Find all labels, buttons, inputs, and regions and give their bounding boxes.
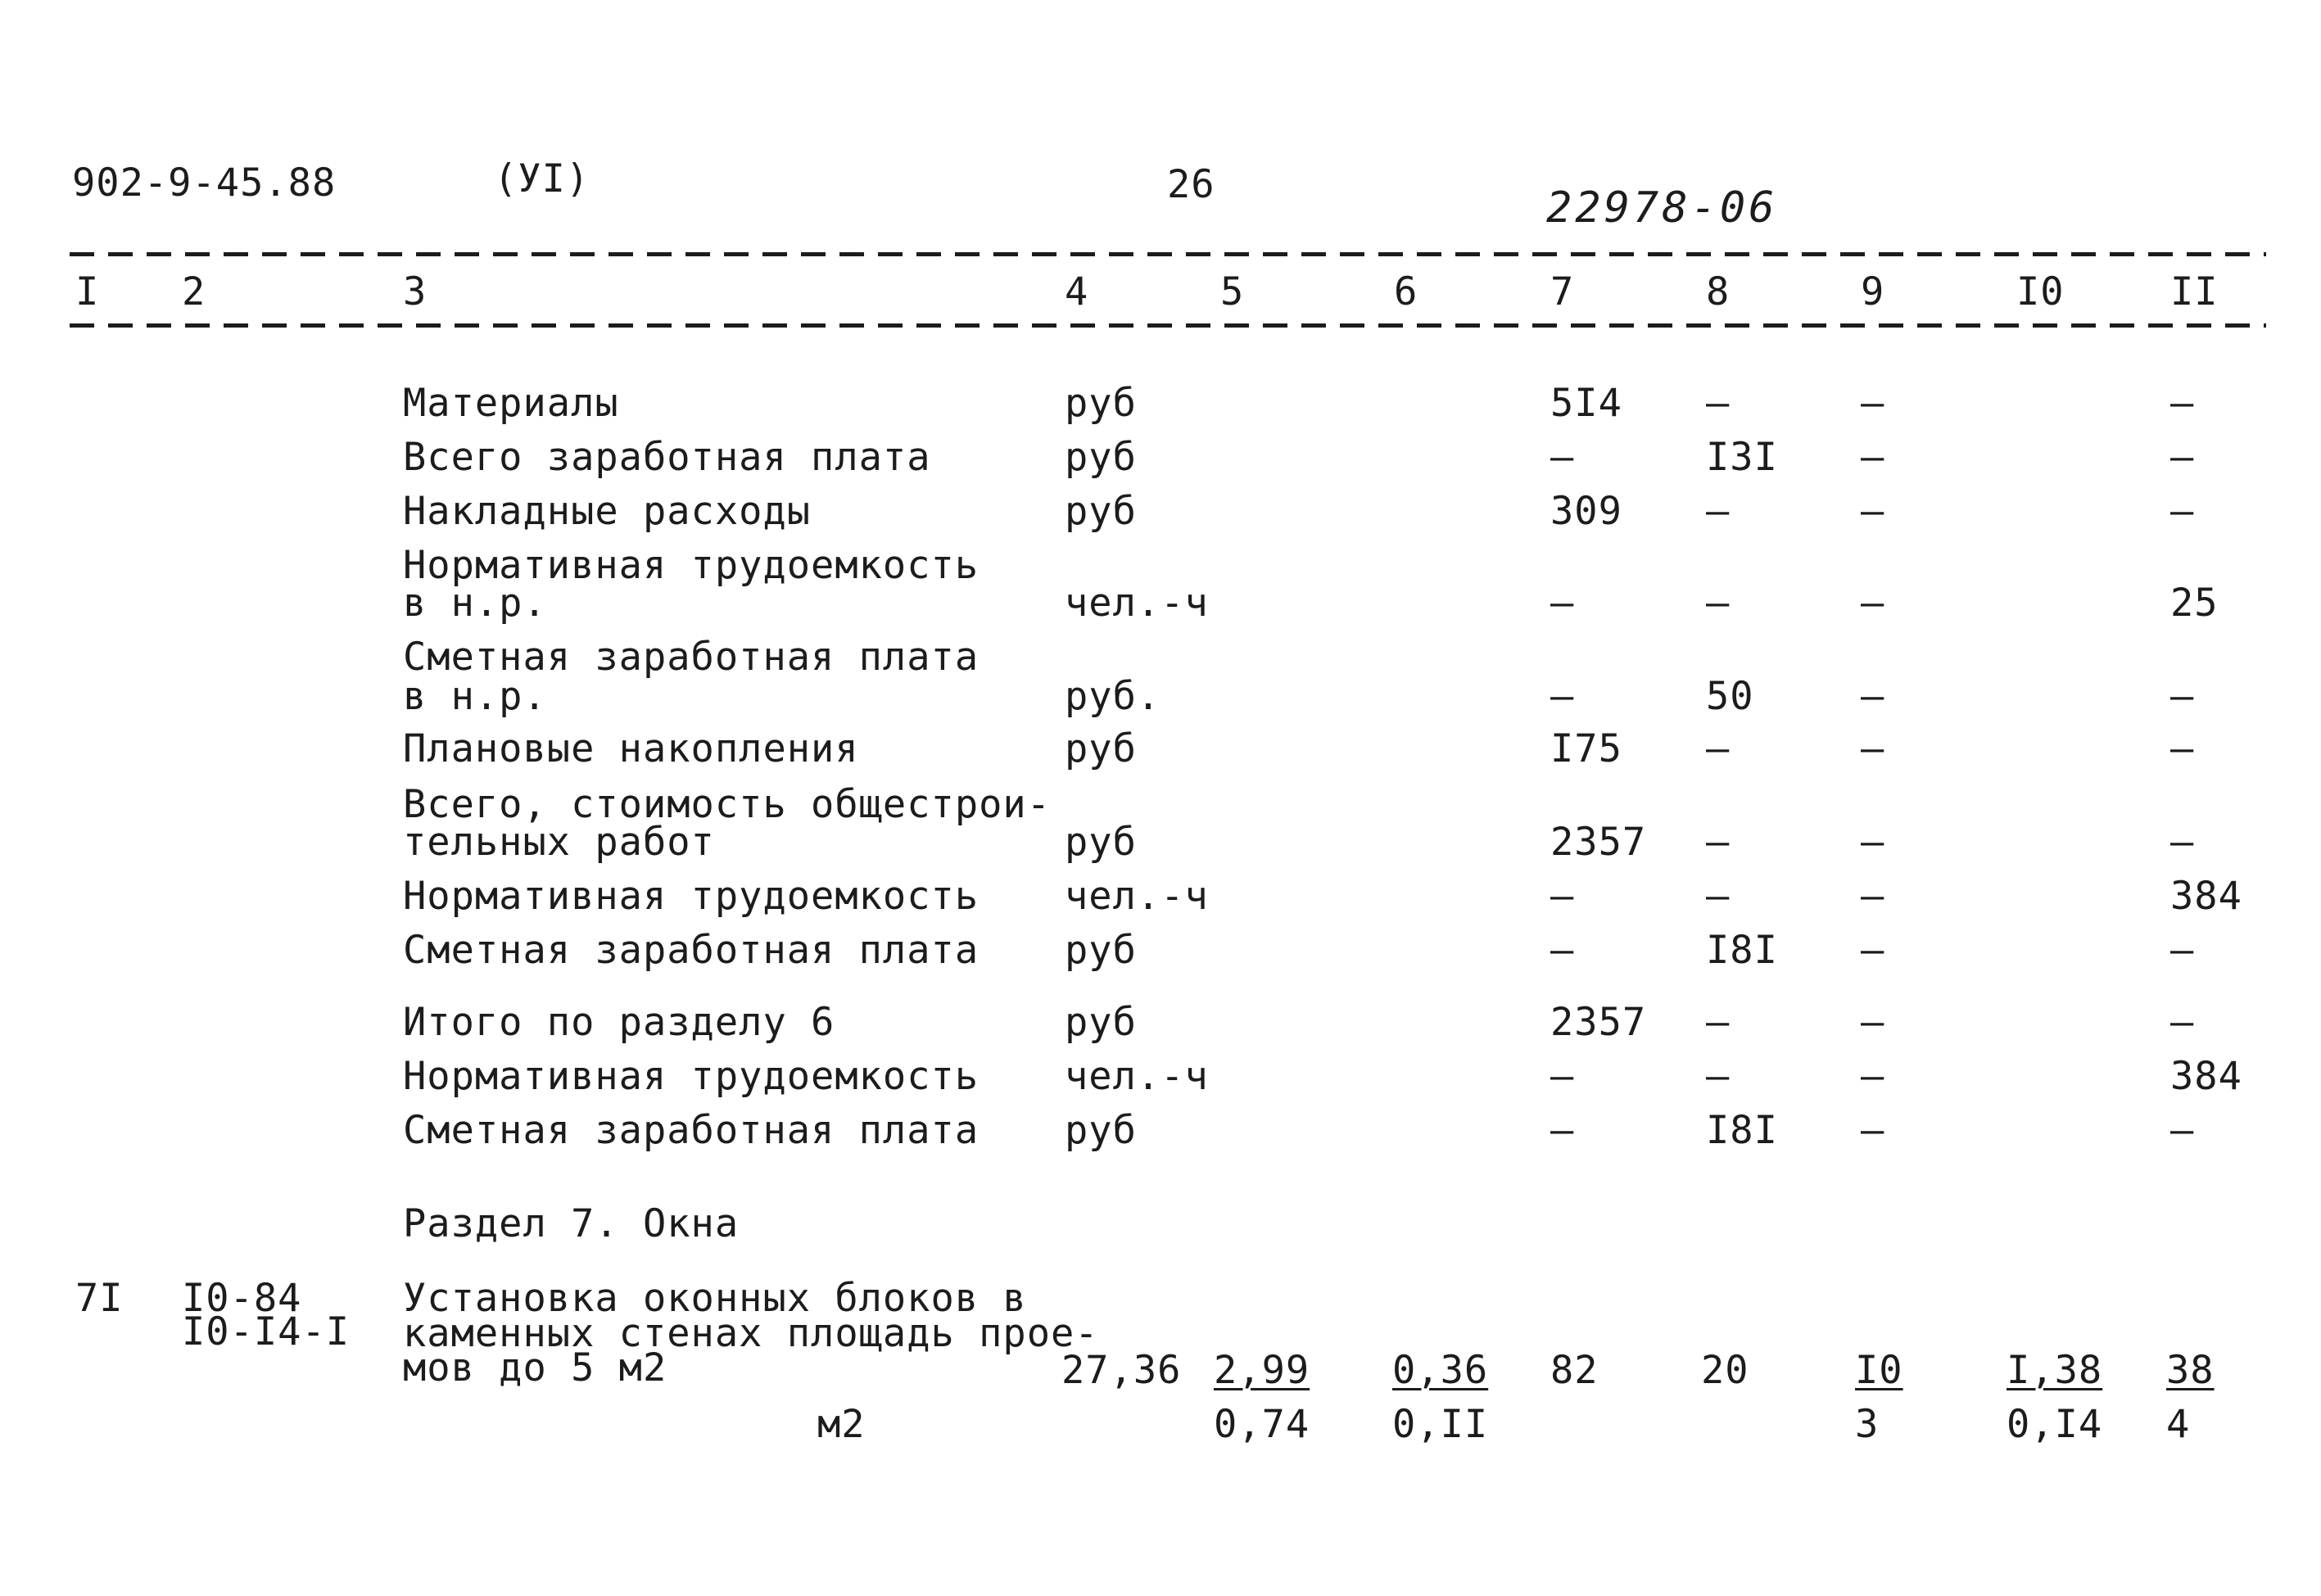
cell-col7: 82	[1550, 1348, 1599, 1393]
header-rule-bottom	[70, 323, 2266, 328]
cell-col11: 25	[2170, 581, 2219, 626]
cell-col8: –	[1706, 820, 1731, 865]
column-header: 6	[1394, 269, 1418, 314]
cell-col6-bottom: 0,II	[1392, 1402, 1489, 1447]
cell-col11: –	[2170, 381, 2195, 426]
cell-col7: –	[1550, 674, 1575, 719]
row-unit: руб	[1065, 1000, 1137, 1045]
row-name-line1: Всего, стоимость общестрои-	[403, 782, 1052, 827]
cell-col5-bottom: 0,74	[1214, 1402, 1310, 1447]
item-desc-line2: каменных стенах площадь прое-	[403, 1311, 1099, 1356]
row-name: Сметная заработная плата	[403, 928, 980, 973]
cell-col7: –	[1550, 1108, 1575, 1153]
cell-col8: –	[1706, 1000, 1731, 1045]
cell-col8: I8I	[1706, 1108, 1778, 1153]
item-desc-line1: Установка оконных блоков в	[403, 1276, 1027, 1321]
cell-col11: 384	[2170, 874, 2242, 919]
row-unit: руб	[1065, 1108, 1137, 1153]
cell-col8: 50	[1706, 674, 1754, 719]
column-header: I	[75, 269, 100, 314]
item-code-line2: I0-I4-I	[182, 1309, 351, 1354]
row-name: Всего заработная плата	[403, 435, 931, 480]
column-header: 5	[1220, 269, 1245, 314]
cell-col11: –	[2170, 435, 2195, 480]
doc-code: 902-9-45.88	[72, 161, 337, 206]
stamp-number: 22978-06	[1546, 183, 1778, 233]
row-name: Плановые накопления	[403, 726, 859, 771]
cell-col9: –	[1861, 674, 1885, 719]
cell-col9-bottom: 3	[1855, 1402, 1880, 1447]
cell-col8: –	[1706, 1054, 1731, 1099]
cell-col8: –	[1706, 489, 1731, 534]
column-header: 8	[1706, 269, 1731, 314]
section-title: Раздел 7. Окна	[403, 1201, 740, 1246]
cell-col11: 384	[2170, 1054, 2242, 1099]
cell-col11-bottom: 4	[2166, 1402, 2191, 1447]
row-name: Накладные расходы	[403, 489, 812, 534]
cell-col9: –	[1861, 435, 1885, 480]
item-code-line1: I0-84	[182, 1276, 302, 1321]
cell-col7: 2357	[1550, 820, 1647, 865]
row-unit: руб	[1065, 928, 1137, 973]
header-rule-top	[70, 252, 2266, 256]
cell-col11: –	[2170, 820, 2195, 865]
cell-col9: –	[1861, 726, 1885, 771]
cell-col11: –	[2170, 489, 2195, 534]
row-name: Итого по разделу 6	[403, 1000, 835, 1045]
cell-col7: 2357	[1550, 1000, 1647, 1045]
cell-col8: I8I	[1706, 928, 1778, 973]
row-name-line2: тельных работ	[403, 820, 715, 865]
cell-col9: –	[1861, 874, 1885, 919]
cell-col7: –	[1550, 435, 1575, 480]
item-number: 7I	[75, 1276, 124, 1321]
row-unit: чел.-ч	[1065, 874, 1209, 919]
row-name-line1: Нормативная трудоемкость	[403, 543, 980, 588]
cell-col9: –	[1861, 1108, 1885, 1153]
row-name: Сметная заработная плата	[403, 1108, 980, 1153]
cell-col7: –	[1550, 1054, 1575, 1099]
cell-col8: –	[1706, 726, 1731, 771]
cell-col11: –	[2170, 928, 2195, 973]
row-unit: руб	[1065, 726, 1137, 771]
cell-col10-bottom: 0,I4	[2007, 1402, 2103, 1447]
row-unit: руб.	[1065, 674, 1161, 719]
cell-col11-top: 38	[2166, 1348, 2215, 1393]
column-header: 9	[1861, 269, 1885, 314]
cell-col9: –	[1861, 381, 1885, 426]
row-name: Нормативная трудоемкость	[403, 1054, 980, 1099]
row-name-line2: в н.р.	[403, 674, 547, 719]
column-header: 4	[1065, 269, 1089, 314]
cell-col5-top: 2,99	[1214, 1348, 1310, 1393]
cell-col9: –	[1861, 1054, 1885, 1099]
cell-col11: –	[2170, 726, 2195, 771]
cell-col4: 27,36	[1061, 1348, 1182, 1393]
row-name-line2: в н.р.	[403, 581, 547, 626]
cell-col11: –	[2170, 1108, 2195, 1153]
row-unit: руб	[1065, 489, 1137, 534]
row-unit: чел.-ч	[1065, 581, 1209, 626]
column-header: I0	[2016, 269, 2065, 314]
cell-col9: –	[1861, 489, 1885, 534]
row-name: Нормативная трудоемкость	[403, 874, 980, 919]
cell-col8: –	[1706, 581, 1731, 626]
row-unit: руб	[1065, 381, 1137, 426]
cell-col9: –	[1861, 820, 1885, 865]
row-name: Материалы	[403, 381, 619, 426]
column-header: II	[2170, 269, 2219, 314]
cell-col7: 5I4	[1550, 381, 1622, 426]
row-name-line1: Сметная заработная плата	[403, 635, 980, 680]
cell-col7: –	[1550, 581, 1575, 626]
column-header: 2	[182, 269, 206, 314]
cell-col7: –	[1550, 928, 1575, 973]
cell-col7: 309	[1550, 489, 1622, 534]
row-unit: руб	[1065, 820, 1137, 865]
cell-col9-top: I0	[1855, 1348, 1903, 1393]
column-header: 3	[403, 269, 428, 314]
cell-col8: I3I	[1706, 435, 1778, 480]
page-number: 26	[1167, 162, 1215, 207]
cell-col7: –	[1550, 874, 1575, 919]
cell-col8: –	[1706, 381, 1731, 426]
item-unit: м2	[817, 1402, 866, 1447]
cell-col6-top: 0,36	[1392, 1348, 1489, 1393]
row-unit: руб	[1065, 435, 1137, 480]
cell-col11: –	[2170, 674, 2195, 719]
column-header: 7	[1550, 269, 1575, 314]
cell-col8: –	[1706, 874, 1731, 919]
cell-col9: –	[1861, 928, 1885, 973]
cell-col10-top: I,38	[2007, 1348, 2103, 1393]
cell-col8: 20	[1701, 1348, 1749, 1393]
cell-col11: –	[2170, 1000, 2195, 1045]
row-unit: чел.-ч	[1065, 1054, 1209, 1099]
cell-col7: I75	[1550, 726, 1622, 771]
cell-col9: –	[1861, 1000, 1885, 1045]
cell-col9: –	[1861, 581, 1885, 626]
item-desc-line3: мов до 5 м2	[403, 1345, 667, 1390]
part-label: (УI)	[494, 156, 590, 201]
